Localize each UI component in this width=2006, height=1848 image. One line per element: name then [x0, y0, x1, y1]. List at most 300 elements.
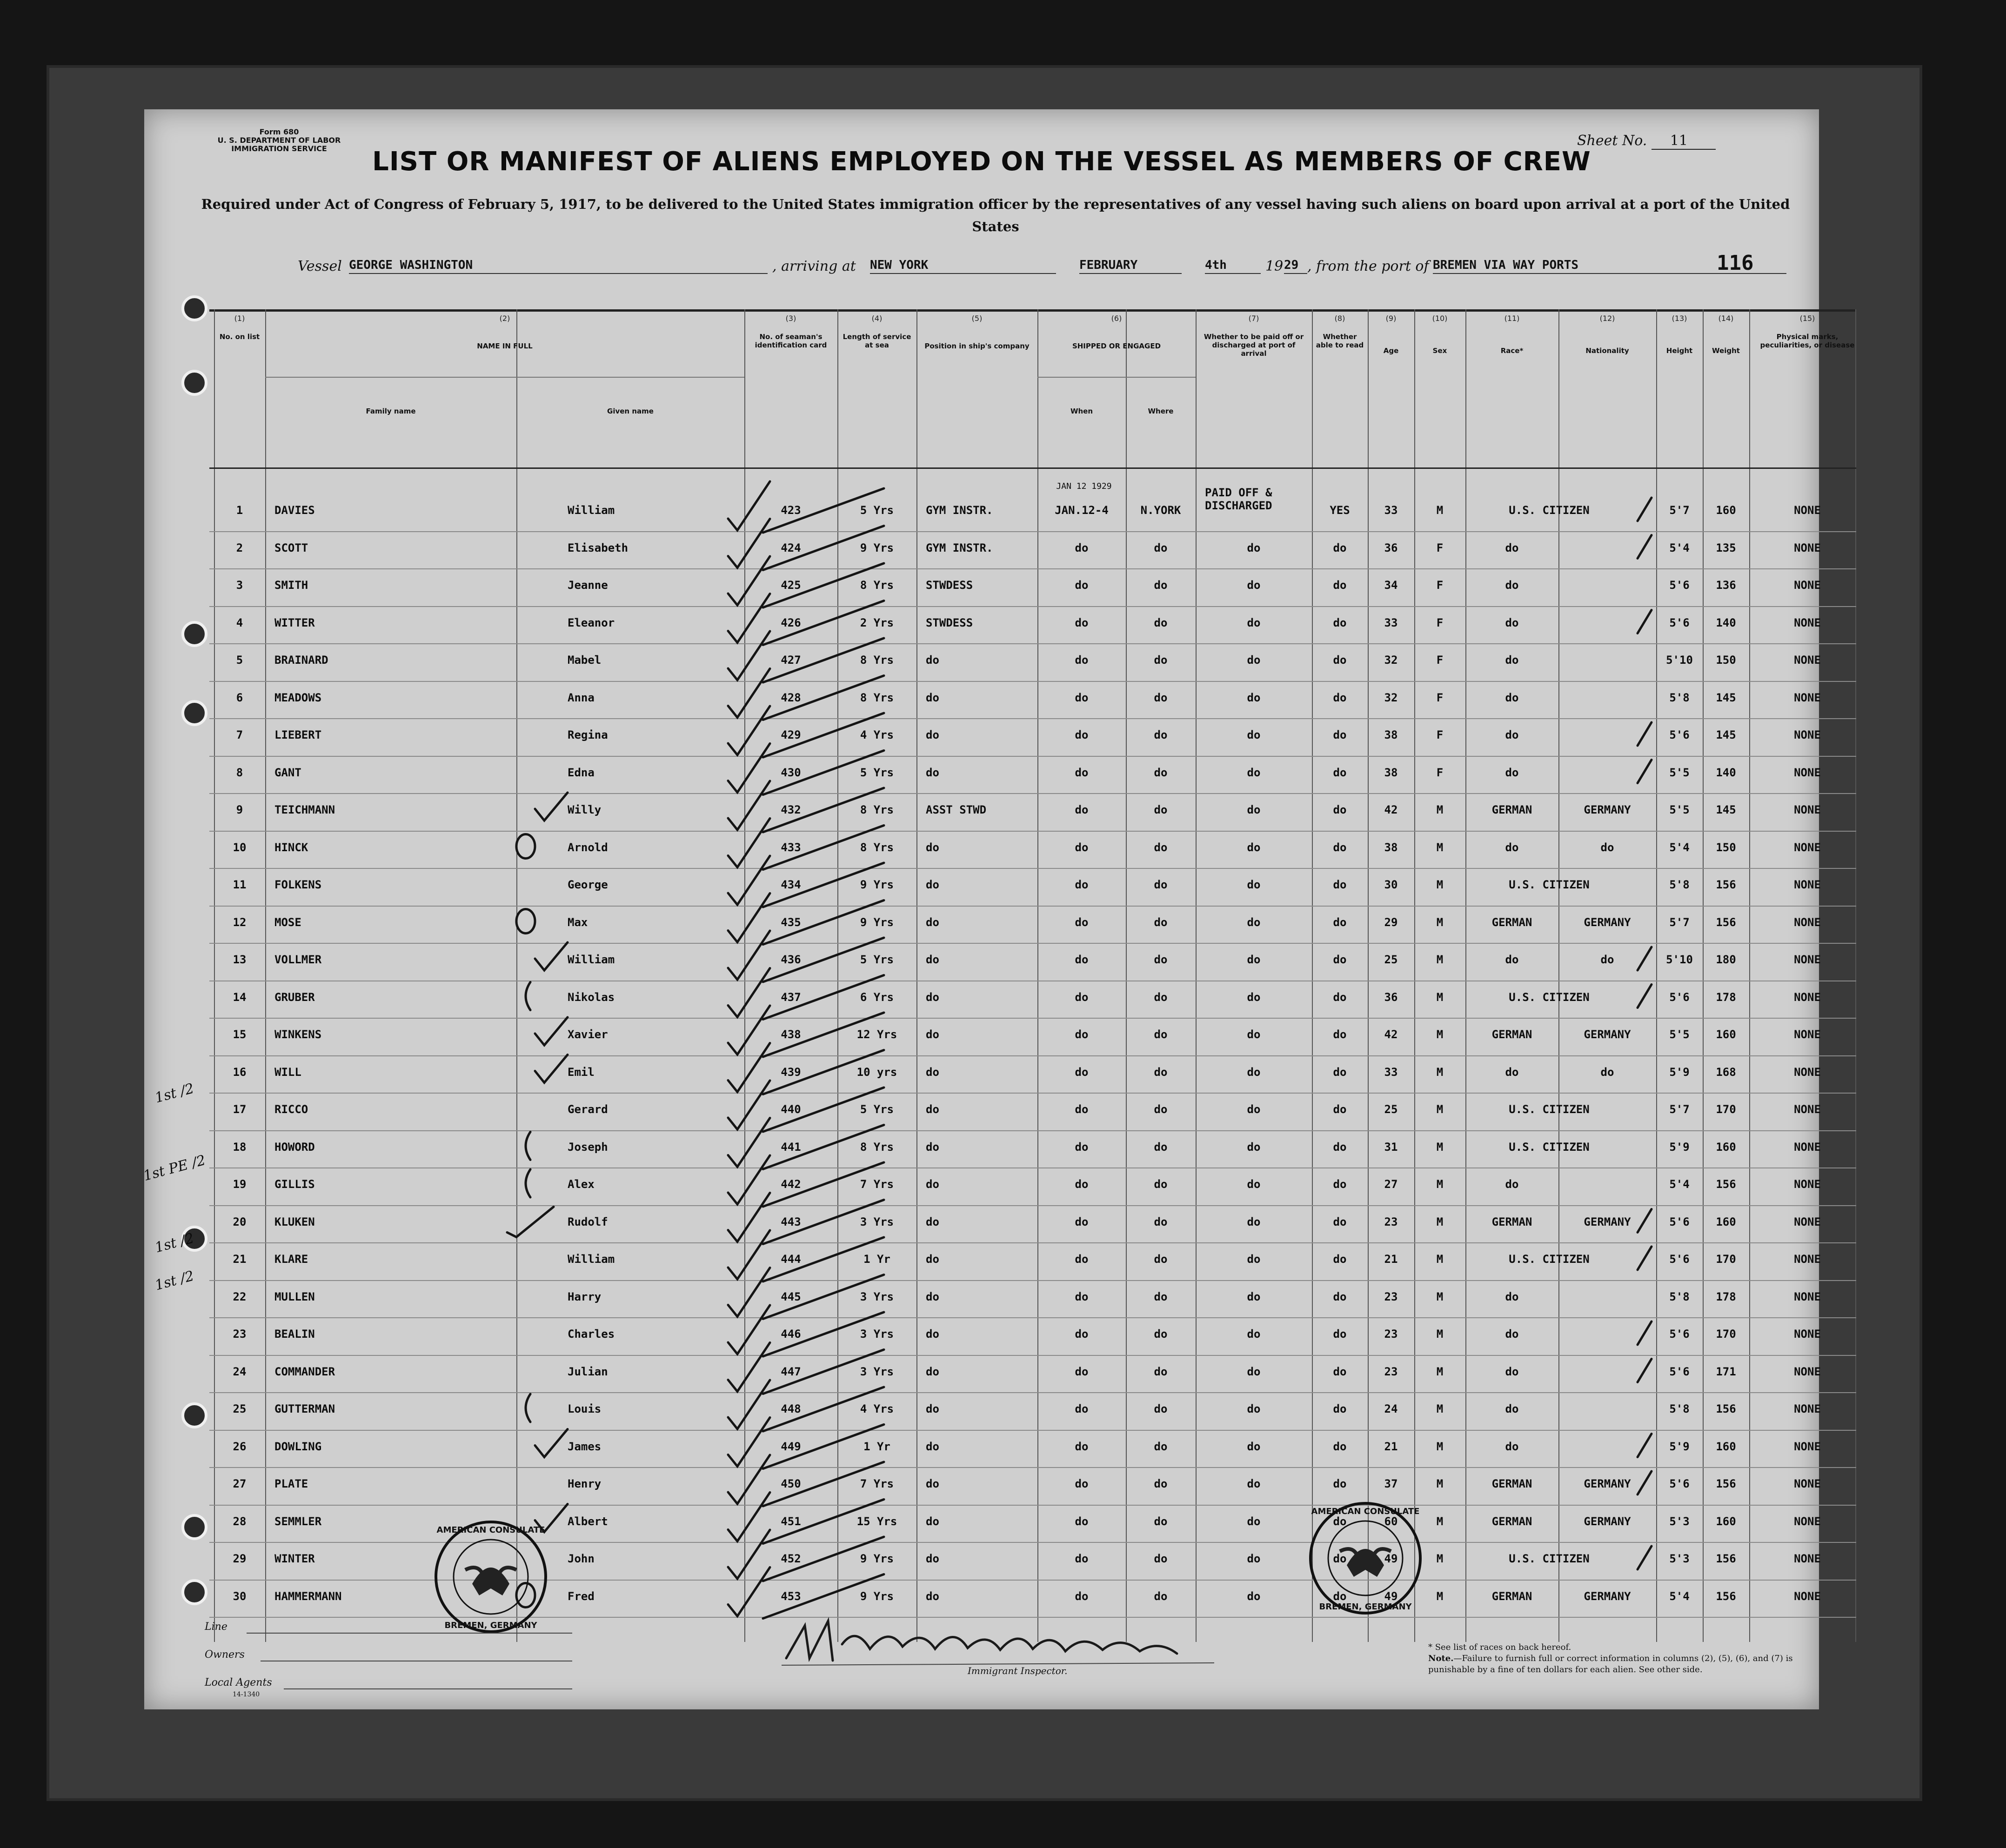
- department-name: U. S. DEPARTMENT OF LABOR: [217, 136, 341, 145]
- cell-id: 452: [781, 1552, 801, 1565]
- cell-no: 7: [236, 728, 243, 741]
- cell-paid: do: [1247, 1103, 1261, 1116]
- cell-marks: NONE: [1794, 803, 1821, 816]
- cell-position: do: [926, 1065, 939, 1079]
- table-row: [144, 762, 1819, 800]
- cell-given: Jeanne: [568, 579, 608, 592]
- cell-marks: NONE: [1794, 1440, 1821, 1453]
- cell-age: 49: [1384, 1552, 1398, 1565]
- cell-given: James: [568, 1440, 602, 1453]
- cell-weight: 156: [1716, 1178, 1736, 1191]
- cell-height: 5'5: [1669, 803, 1690, 816]
- cell-height: 5'6: [1669, 579, 1690, 592]
- cell-given: Albert: [568, 1514, 608, 1528]
- cell-read: do: [1333, 841, 1347, 854]
- cell-where: do: [1154, 541, 1168, 554]
- cell-race: GERMAN: [1491, 1477, 1532, 1490]
- header-name-in-full: NAME IN FULL: [477, 342, 533, 350]
- cell-paid: do: [1247, 1065, 1261, 1079]
- cell-paid: do: [1247, 1589, 1261, 1603]
- cell-when: do: [1075, 1440, 1089, 1453]
- cell-read: do: [1333, 1365, 1347, 1378]
- cell-service: 12 Yrs: [856, 1028, 897, 1041]
- cell-weight: 156: [1716, 915, 1736, 929]
- cell-marks: NONE: [1794, 504, 1821, 517]
- cell-given: Alex: [568, 1178, 595, 1191]
- cell-race: do: [1505, 1178, 1519, 1191]
- column-number: (13): [1672, 314, 1687, 323]
- cell-height: 5'6: [1669, 616, 1690, 629]
- cell-where: do: [1154, 1477, 1168, 1490]
- cell-id: 432: [781, 803, 801, 816]
- cell-id: 444: [781, 1253, 801, 1266]
- cell-paid: do: [1247, 728, 1261, 741]
- cell-marks: NONE: [1794, 953, 1821, 966]
- cell-no: 2: [236, 541, 243, 554]
- cell-no: 5: [236, 654, 243, 667]
- agents-label: Local Agents: [205, 1677, 272, 1688]
- cell-service: 6 Yrs: [860, 990, 894, 1004]
- cell-sex: M: [1436, 1140, 1444, 1154]
- cell-marks: NONE: [1794, 1215, 1821, 1228]
- sheet-value: 11: [1652, 133, 1716, 150]
- table-row: [144, 1474, 1819, 1511]
- cell-when: do: [1075, 990, 1089, 1004]
- name-subheader-line: [265, 377, 744, 378]
- cell-where: do: [1154, 579, 1168, 592]
- cell-paid: do: [1247, 654, 1261, 667]
- header-height: Height: [1666, 347, 1693, 355]
- cell-family: SCOTT: [274, 541, 308, 554]
- cell-where: do: [1154, 654, 1168, 667]
- cell-no: 9: [236, 803, 243, 816]
- cell-read: do: [1333, 654, 1347, 667]
- cell-paid: do: [1247, 1215, 1261, 1228]
- cell-sex: F: [1436, 728, 1444, 741]
- cell-service: 8 Yrs: [860, 579, 894, 592]
- cell-nat: GERMANY: [1584, 1589, 1631, 1603]
- cell-id: 424: [781, 541, 801, 554]
- cell-family: COMMANDER: [274, 1365, 335, 1378]
- column-number: (8): [1334, 314, 1345, 323]
- cell-paid: do: [1247, 1028, 1261, 1041]
- cell-when: do: [1075, 1552, 1089, 1565]
- cell-height: 5'8: [1669, 691, 1690, 704]
- cell-no: 23: [233, 1328, 247, 1341]
- cell-read: do: [1333, 1589, 1347, 1603]
- cell-sex: M: [1436, 1065, 1444, 1079]
- sheet-label: Sheet No.: [1577, 133, 1647, 149]
- cell-nat: do: [1600, 841, 1614, 854]
- document-subtitle: Required under Act of Congress of February 5, 1917, to be delivered to the United States immigration officer by the representatives of any vessel having such aliens on board upon arrival at a port of the United States: [201, 196, 1790, 234]
- cell-nat: do: [1600, 1065, 1614, 1079]
- cell-weight: 156: [1716, 1402, 1736, 1415]
- cell-no: 13: [233, 953, 247, 966]
- cell-service: 5 Yrs: [860, 504, 894, 517]
- cell-read: YES: [1330, 504, 1350, 517]
- cell-race: do: [1505, 1365, 1519, 1378]
- cell-sex: F: [1436, 766, 1444, 779]
- header-race: Race*: [1500, 347, 1524, 355]
- form-number: Form 680: [259, 127, 299, 136]
- cell-when: do: [1075, 728, 1089, 741]
- cell-family: VOLLMER: [274, 953, 322, 966]
- cell-marks: NONE: [1794, 1253, 1821, 1266]
- cell-id: 435: [781, 915, 801, 929]
- cell-age: 23: [1384, 1215, 1398, 1228]
- cell-race: U.S. CITIZEN: [1509, 878, 1590, 891]
- cell-when: do: [1075, 616, 1089, 629]
- cell-given: John: [568, 1552, 595, 1565]
- cell-position: do: [926, 915, 939, 929]
- cell-id: 439: [781, 1065, 801, 1079]
- cell-given: Regina: [568, 728, 608, 741]
- header-no-on-list: No. on list: [219, 333, 260, 341]
- cell-given: Willy: [568, 803, 602, 816]
- cell-weight: 160: [1716, 1514, 1736, 1528]
- cell-where: do: [1154, 915, 1168, 929]
- cell-sex: M: [1436, 1402, 1444, 1415]
- cell-position: do: [926, 1402, 939, 1415]
- cell-marks: NONE: [1794, 1402, 1821, 1415]
- table-row: [144, 1099, 1819, 1137]
- header-nationality: Nationality: [1585, 347, 1629, 355]
- cell-weight: 171: [1716, 1365, 1736, 1378]
- cell-family: BEALIN: [274, 1328, 315, 1341]
- cell-service: 8 Yrs: [860, 1140, 894, 1154]
- cell-when: do: [1075, 691, 1089, 704]
- cell-no: 26: [233, 1440, 247, 1453]
- owners-label: Owners: [205, 1649, 245, 1661]
- cell-family: HOWORD: [274, 1140, 315, 1154]
- cell-family: BRAINARD: [274, 654, 328, 667]
- cell-marks: NONE: [1794, 579, 1821, 592]
- cell-sex: M: [1436, 1103, 1444, 1116]
- header-where: Where: [1148, 407, 1174, 415]
- cell-weight: 156: [1716, 1552, 1736, 1565]
- cell-family: GILLIS: [274, 1178, 315, 1191]
- cell-paid: PAID OFF & DISCHARGED: [1205, 486, 1272, 512]
- cell-height: 5'6: [1669, 1365, 1690, 1378]
- cell-service: 9 Yrs: [860, 1589, 894, 1603]
- column-number: (6): [1111, 314, 1122, 323]
- cell-when: do: [1075, 1028, 1089, 1041]
- cell-position: do: [926, 691, 939, 704]
- cell-sex: F: [1436, 654, 1444, 667]
- cell-sex: M: [1436, 1440, 1444, 1453]
- cell-age: 21: [1384, 1440, 1398, 1453]
- cell-service: 7 Yrs: [860, 1178, 894, 1191]
- cell-when: do: [1075, 953, 1089, 966]
- column-number: (12): [1599, 314, 1615, 323]
- cell-when: do: [1075, 1477, 1089, 1490]
- cell-read: do: [1333, 990, 1347, 1004]
- cell-id: 443: [781, 1215, 801, 1228]
- cell-position: do: [926, 990, 939, 1004]
- cell-id: 430: [781, 766, 801, 779]
- cell-where: do: [1154, 1402, 1168, 1415]
- cell-sex: M: [1436, 953, 1444, 966]
- column-number: (5): [971, 314, 983, 323]
- cell-id: 440: [781, 1103, 801, 1116]
- cell-paid: do: [1247, 1140, 1261, 1154]
- cell-where: do: [1154, 616, 1168, 629]
- header-seaman-id: No. of seaman's identification card: [755, 333, 827, 349]
- cell-given: Anna: [568, 691, 595, 704]
- line-underline: [247, 1633, 572, 1634]
- cell-given: Max: [568, 915, 588, 929]
- seal-top-text: AMERICAN CONSULATE: [1311, 1507, 1420, 1516]
- cell-marks: NONE: [1794, 1477, 1821, 1490]
- cell-weight: 170: [1716, 1103, 1736, 1116]
- table-row: [144, 575, 1819, 613]
- cell-read: do: [1333, 579, 1347, 592]
- table-row: [144, 1436, 1819, 1474]
- arrival-month: FEBRUARY: [1079, 258, 1182, 274]
- arriving-label: , arriving at: [772, 258, 856, 274]
- cell-age: 31: [1384, 1140, 1398, 1154]
- column-number: (3): [785, 314, 796, 323]
- cell-read: do: [1333, 1440, 1347, 1453]
- cell-service: 4 Yrs: [860, 1402, 894, 1415]
- cell-position: do: [926, 1215, 939, 1228]
- line-label: Line: [205, 1621, 227, 1633]
- cell-id: 428: [781, 691, 801, 704]
- cell-where: N.YORK: [1140, 504, 1181, 517]
- cell-marks: NONE: [1794, 841, 1821, 854]
- cell-no: 8: [236, 766, 243, 779]
- column-number: (1): [234, 314, 245, 323]
- cell-race: GERMAN: [1491, 1215, 1532, 1228]
- date-stamp: JAN 12 1929: [1056, 481, 1112, 491]
- cell-given: Xavier: [568, 1028, 608, 1041]
- cell-age: 38: [1384, 728, 1398, 741]
- cell-height: 5'6: [1669, 1215, 1690, 1228]
- manifest-sheet: [141, 109, 1855, 1709]
- cell-id: 445: [781, 1290, 801, 1303]
- cell-height: 5'4: [1669, 1178, 1690, 1191]
- cell-race: do: [1505, 1328, 1519, 1341]
- cell-marks: NONE: [1794, 1290, 1821, 1303]
- cell-given: Emil: [568, 1065, 595, 1079]
- cell-when: do: [1075, 878, 1089, 891]
- vessel-label: Vessel: [298, 258, 342, 274]
- cell-service: 5 Yrs: [860, 1103, 894, 1116]
- cell-weight: 170: [1716, 1253, 1736, 1266]
- cell-family: MOSE: [274, 915, 301, 929]
- cell-given: William: [568, 504, 615, 517]
- cell-sex: M: [1436, 1253, 1444, 1266]
- cell-no: 22: [233, 1290, 247, 1303]
- cell-height: 5'9: [1669, 1140, 1690, 1154]
- cell-service: 5 Yrs: [860, 766, 894, 779]
- cell-age: 23: [1384, 1290, 1398, 1303]
- cell-family: SEMMLER: [274, 1514, 322, 1528]
- table-row: [144, 949, 1819, 987]
- cell-id: 434: [781, 878, 801, 891]
- header-bottom-border: [209, 467, 1856, 469]
- cell-height: 5'7: [1669, 915, 1690, 929]
- cell-paid: do: [1247, 1365, 1261, 1378]
- cell-where: do: [1154, 1365, 1168, 1378]
- cell-id: 453: [781, 1589, 801, 1603]
- cell-age: 30: [1384, 878, 1398, 891]
- margin-note: 1st /2: [153, 1080, 196, 1107]
- cell-where: do: [1154, 1440, 1168, 1453]
- cell-marks: NONE: [1794, 1028, 1821, 1041]
- agents-code: 14-1340: [233, 1691, 260, 1698]
- cell-weight: 160: [1716, 1440, 1736, 1453]
- table-row: [144, 1511, 1819, 1549]
- cell-sex: M: [1436, 504, 1444, 517]
- cell-sex: M: [1436, 915, 1444, 929]
- cell-paid: do: [1247, 691, 1261, 704]
- cell-id: 448: [781, 1402, 801, 1415]
- cell-id: 425: [781, 579, 801, 592]
- cell-where: do: [1154, 878, 1168, 891]
- cell-paid: do: [1247, 1477, 1261, 1490]
- cell-height: 5'9: [1669, 1065, 1690, 1079]
- cell-where: do: [1154, 1140, 1168, 1154]
- cell-height: 5'10: [1666, 953, 1693, 966]
- cell-read: do: [1333, 1253, 1347, 1266]
- cell-service: 9 Yrs: [860, 915, 894, 929]
- cell-when: do: [1075, 1290, 1089, 1303]
- cell-read: do: [1333, 878, 1347, 891]
- cell-no: 24: [233, 1365, 247, 1378]
- header-sex: Sex: [1432, 347, 1447, 355]
- cell-height: 5'7: [1669, 1103, 1690, 1116]
- margin-note: 1st /2: [153, 1230, 196, 1256]
- cell-nat: GERMANY: [1584, 915, 1631, 929]
- consulate-seal: [433, 1519, 549, 1635]
- cell-marks: NONE: [1794, 915, 1821, 929]
- cell-no: 19: [233, 1178, 247, 1191]
- cell-service: 8 Yrs: [860, 841, 894, 854]
- cell-where: do: [1154, 1290, 1168, 1303]
- cell-height: 5'10: [1666, 654, 1693, 667]
- cell-read: do: [1333, 691, 1347, 704]
- cell-weight: 178: [1716, 990, 1736, 1004]
- cell-no: 21: [233, 1253, 247, 1266]
- cell-race: U.S. CITIZEN: [1509, 990, 1590, 1004]
- cell-where: do: [1154, 1215, 1168, 1228]
- cell-service: 15 Yrs: [856, 1514, 897, 1528]
- cell-marks: NONE: [1794, 654, 1821, 667]
- cell-service: 8 Yrs: [860, 654, 894, 667]
- cell-family: PLATE: [274, 1477, 308, 1490]
- cell-marks: NONE: [1794, 766, 1821, 779]
- cell-family: WILL: [274, 1065, 301, 1079]
- cell-sex: M: [1436, 1028, 1444, 1041]
- cell-read: do: [1333, 1178, 1347, 1191]
- header-given-name: Given name: [607, 407, 654, 415]
- cell-family: TEICHMANN: [274, 803, 335, 816]
- table-row: [144, 1399, 1819, 1436]
- cell-no: 4: [236, 616, 243, 629]
- cell-sex: M: [1436, 1589, 1444, 1603]
- cell-age: 32: [1384, 654, 1398, 667]
- cell-race: U.S. CITIZEN: [1509, 1253, 1590, 1266]
- cell-given: Fred: [568, 1589, 595, 1603]
- cell-weight: 170: [1716, 1328, 1736, 1341]
- column-number: (2): [499, 314, 510, 323]
- cell-family: WINTER: [274, 1552, 315, 1565]
- seal-top-text: AMERICAN CONSULATE: [436, 1525, 545, 1535]
- cell-age: 29: [1384, 915, 1398, 929]
- cell-when: do: [1075, 1140, 1089, 1154]
- cell-age: 49: [1384, 1589, 1398, 1603]
- cell-height: 5'7: [1669, 504, 1690, 517]
- cell-where: do: [1154, 1514, 1168, 1528]
- cell-sex: M: [1436, 990, 1444, 1004]
- cell-height: 5'4: [1669, 541, 1690, 554]
- cell-read: do: [1333, 1552, 1347, 1565]
- cell-weight: 178: [1716, 1290, 1736, 1303]
- cell-position: do: [926, 878, 939, 891]
- cell-given: Joseph: [568, 1140, 608, 1154]
- cell-age: 27: [1384, 1178, 1398, 1191]
- cell-position: do: [926, 1253, 939, 1266]
- cell-position: GYM INSTR.: [926, 504, 993, 517]
- cell-sex: M: [1436, 1365, 1444, 1378]
- cell-weight: 160: [1716, 1215, 1736, 1228]
- table-row: [144, 725, 1819, 762]
- cell-id: 429: [781, 728, 801, 741]
- table-row: [144, 837, 1819, 875]
- cell-position: do: [926, 1440, 939, 1453]
- cell-where: do: [1154, 953, 1168, 966]
- margin-note: 1st /2: [153, 1268, 196, 1294]
- cell-paid: do: [1247, 1178, 1261, 1191]
- cell-id: 450: [781, 1477, 801, 1490]
- note-text: —Failure to furnish full or correct information in columns (2), (5), (6), and (7) is punishable by a fine of ten dollars for each alien. See other side.: [1428, 1654, 1793, 1675]
- cell-sex: F: [1436, 691, 1444, 704]
- cell-position: do: [926, 1103, 939, 1116]
- cell-marks: NONE: [1794, 1065, 1821, 1079]
- cell-race: GERMAN: [1491, 1028, 1532, 1041]
- cell-given: Rudolf: [568, 1215, 608, 1228]
- cell-given: William: [568, 1253, 615, 1266]
- cell-sex: M: [1436, 1215, 1444, 1228]
- cell-nat: GERMANY: [1584, 803, 1631, 816]
- cell-service: 7 Yrs: [860, 1477, 894, 1490]
- cell-position: STWDESS: [926, 616, 973, 629]
- arrival-port: NEW YORK: [870, 258, 1056, 274]
- cell-height: 5'6: [1669, 1328, 1690, 1341]
- cell-position: STWDESS: [926, 579, 973, 592]
- cell-race: do: [1505, 616, 1519, 629]
- consulate-seal: [1307, 1500, 1424, 1616]
- cell-family: DAVIES: [274, 504, 315, 517]
- cell-family: GANT: [274, 766, 301, 779]
- penalty-note: [1428, 1653, 1800, 1675]
- cell-family: DOWLING: [274, 1440, 322, 1453]
- cell-given: Gerard: [568, 1103, 608, 1116]
- cell-age: 33: [1384, 504, 1398, 517]
- cell-height: 5'5: [1669, 1028, 1690, 1041]
- cell-service: 9 Yrs: [860, 878, 894, 891]
- cell-family: FOLKENS: [274, 878, 322, 891]
- cell-age: 25: [1384, 953, 1398, 966]
- cell-read: do: [1333, 1477, 1347, 1490]
- cell-weight: 135: [1716, 541, 1736, 554]
- column-number: (7): [1248, 314, 1259, 323]
- vessel-name: GEORGE WASHINGTON: [349, 258, 768, 274]
- cell-read: do: [1333, 1290, 1347, 1303]
- cell-read: do: [1333, 1215, 1347, 1228]
- table-row: [144, 538, 1819, 575]
